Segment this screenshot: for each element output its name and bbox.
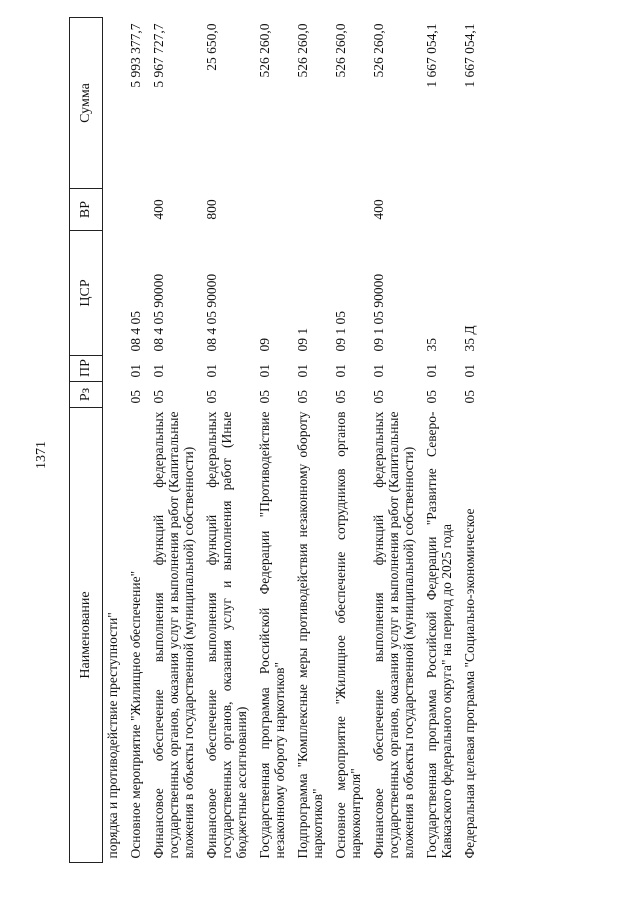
row-vr — [327, 189, 365, 231]
row-sum: 5 967 727,7 — [151, 23, 166, 88]
row-sum: 5 993 377,7 — [128, 23, 143, 88]
row-vr — [456, 189, 479, 231]
row-csr: 35 Д — [462, 325, 477, 352]
row-pr: 01 — [333, 364, 348, 378]
row-name: порядка и противодействие преступности" — [105, 612, 120, 859]
header-name: Наименование — [70, 408, 103, 863]
row-vr: 400 — [371, 199, 386, 220]
page-number: 1371 — [34, 441, 49, 469]
row-rz: 05 — [257, 390, 272, 404]
header-sum: Сумма — [70, 18, 103, 189]
row-vr — [103, 189, 123, 231]
row-pr: 01 — [462, 364, 477, 378]
row-name: Основное мероприятие "Жилищное обеспечение" — [128, 570, 143, 859]
header-vr: ВР — [70, 189, 103, 231]
row-csr: 35 — [424, 338, 439, 352]
row-pr: 01 — [257, 364, 272, 378]
row-pr: 01 — [204, 364, 219, 378]
table-row — [327, 18, 365, 863]
row-rz: 05 — [424, 390, 439, 404]
table-row — [456, 18, 479, 863]
row-pr: 01 — [371, 364, 386, 378]
table-row — [418, 18, 456, 863]
row-rz: 05 — [128, 390, 143, 404]
table-row — [365, 18, 418, 863]
row-rz: 05 — [204, 390, 219, 404]
row-vr — [122, 189, 145, 231]
row-csr — [103, 231, 123, 356]
row-sum — [103, 18, 123, 189]
row-name: Государственная программа Российской Федерации "Развитие Северо-Кавказского федерального округа" на период до 2025 года — [424, 411, 454, 859]
row-vr — [289, 189, 327, 231]
header-pr: ПР — [70, 356, 103, 382]
row-sum: 526 260,0 — [371, 23, 386, 78]
row-csr: 09 — [257, 338, 272, 352]
row-name: Государственная программа Российской Федерации "Противодействие незаконному обороту наркотиков" — [257, 411, 287, 859]
row-sum: 1 667 054,1 — [424, 23, 439, 88]
row-vr: 800 — [204, 199, 219, 220]
row-pr: 01 — [128, 364, 143, 378]
row-name: Федеральная целевая программа "Социально-экономическое — [462, 508, 477, 859]
budget-table-frame — [69, 18, 639, 863]
row-sum: 526 260,0 — [295, 23, 310, 78]
row-name: Подпрограмма "Комплексные меры противодействия незаконному обороту наркотиков" — [295, 411, 325, 859]
row-vr — [251, 189, 289, 231]
row-name: Финансовое обеспечение выполнения функций федеральных государственных органов, оказания услуг и выполнения работ (Капитальные вложения в объекты государственной (муниципальной) собственности) — [371, 411, 416, 859]
row-pr: 01 — [151, 364, 166, 378]
table-row — [103, 18, 123, 863]
table-row — [198, 18, 251, 863]
row-rz: 05 — [371, 390, 386, 404]
row-name: Основное мероприятие "Жилищное обеспечение сотрудников органов наркоконтроля" — [333, 411, 363, 859]
budget-table — [69, 17, 479, 863]
row-pr: 01 — [295, 364, 310, 378]
row-csr: 09 1 05 90000 — [371, 273, 386, 352]
row-csr: 09 1 05 — [333, 311, 348, 352]
row-sum: 526 260,0 — [257, 23, 272, 78]
row-vr: 400 — [151, 199, 166, 220]
row-name: Финансовое обеспечение выполнения функций федеральных государственных органов, оказания услуг и выполнения работ (Иные бюджетные ассигнования) — [204, 411, 249, 859]
row-pr: 01 — [424, 364, 439, 378]
row-sum: 1 667 054,1 — [462, 23, 477, 88]
row-rz: 05 — [295, 390, 310, 404]
table-row — [122, 18, 145, 863]
table-row — [251, 18, 289, 863]
table-row — [145, 18, 198, 863]
header-rz: Рз — [70, 382, 103, 408]
table-row — [289, 18, 327, 863]
row-pr — [103, 356, 123, 382]
row-rz — [103, 382, 123, 408]
row-rz: 05 — [462, 390, 477, 404]
table-header-row — [70, 18, 103, 863]
row-sum: 25 650,0 — [204, 23, 219, 71]
row-rz: 05 — [151, 390, 166, 404]
row-csr: 08 4 05 90000 — [204, 273, 219, 352]
row-vr — [418, 189, 456, 231]
row-csr: 09 1 — [295, 327, 310, 352]
row-name: Финансовое обеспечение выполнения функций федеральных государственных органов, оказания услуг и выполнения работ (Капитальные вложения в объекты государственной (муниципальной) собственности) — [151, 411, 196, 859]
row-rz: 05 — [333, 390, 348, 404]
budget-table-rotated — [69, 18, 639, 863]
row-csr: 08 4 05 90000 — [151, 273, 166, 352]
row-sum: 526 260,0 — [333, 23, 348, 78]
header-csr: ЦСР — [70, 231, 103, 356]
row-csr: 08 4 05 — [128, 311, 143, 352]
